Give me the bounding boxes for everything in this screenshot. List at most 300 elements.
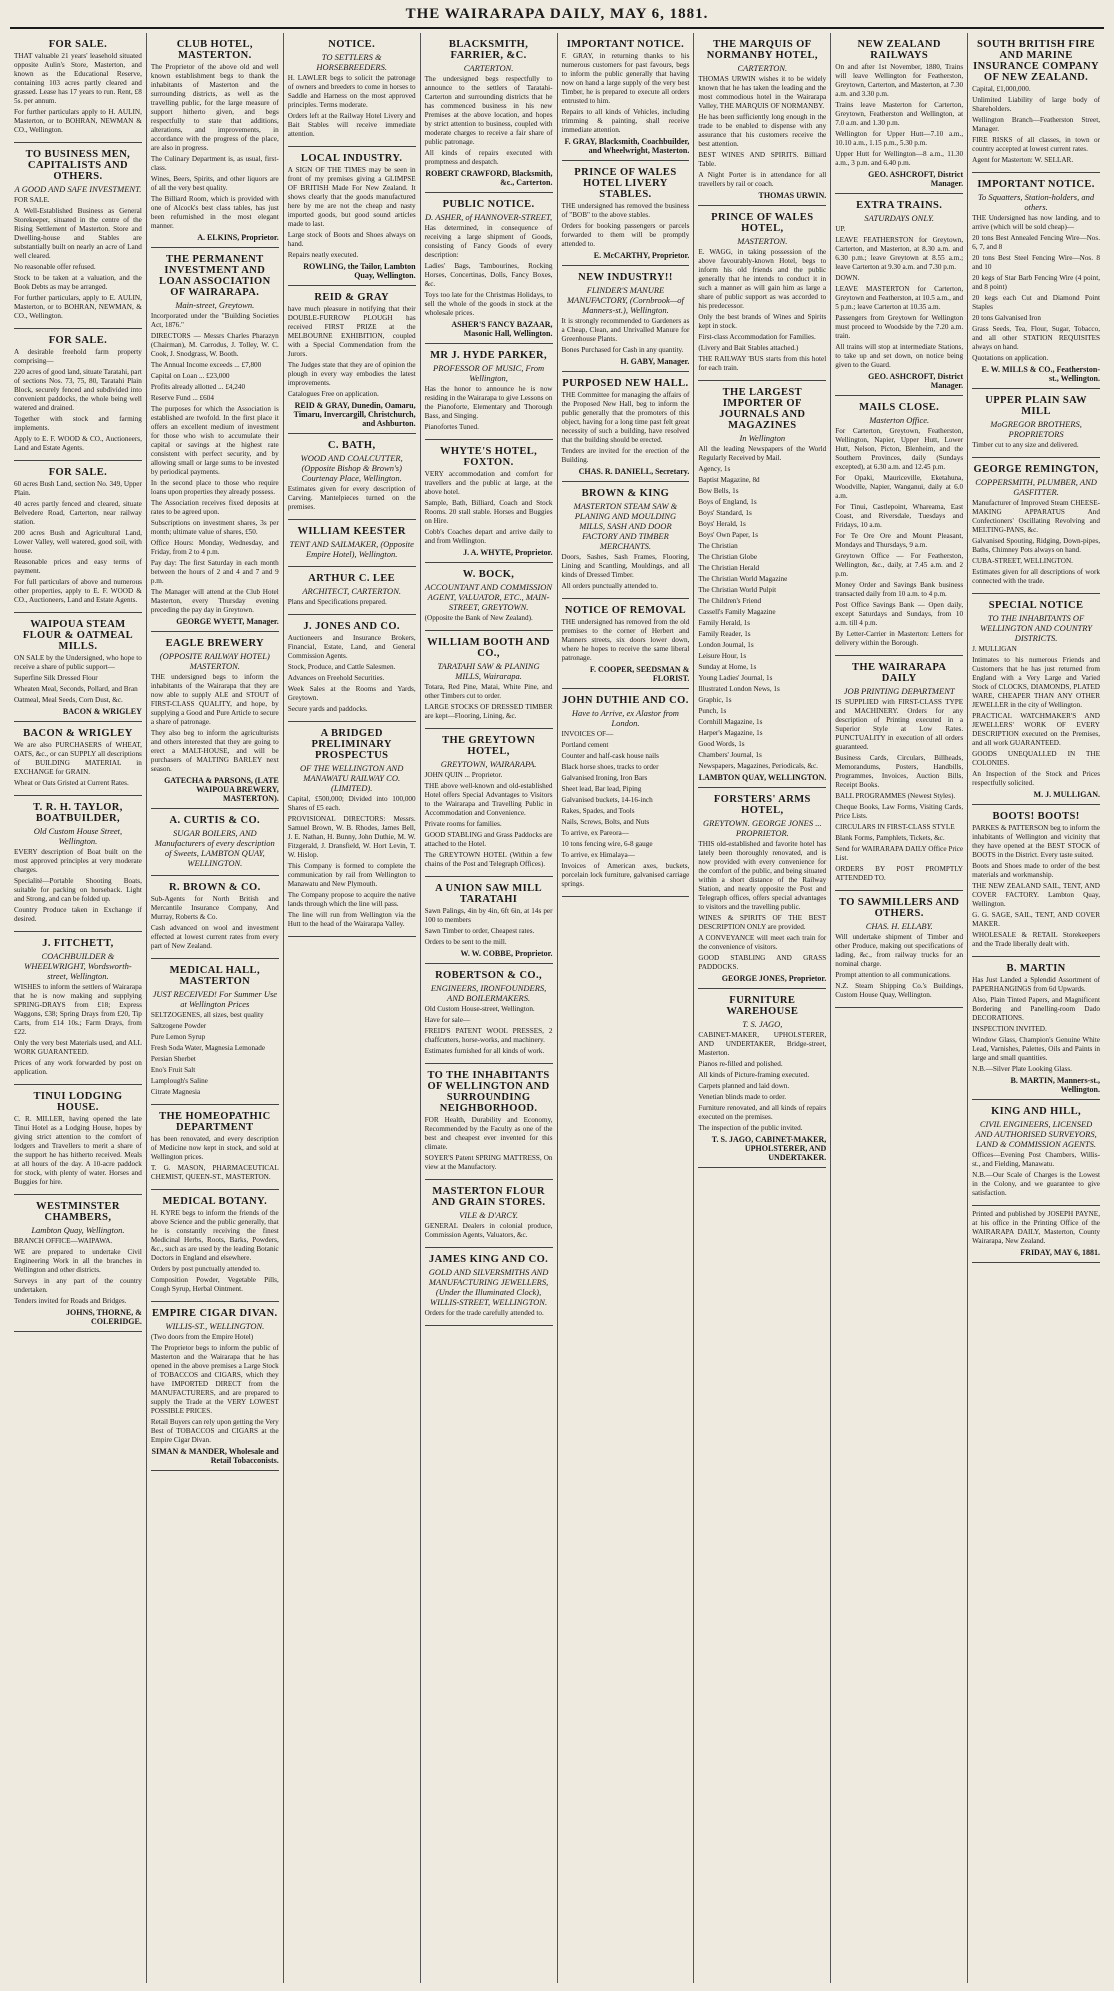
- ad-subtitle: MASTERTON STEAM SAW & PLANING AND MOULDING MILLS, SASH AND DOOR FACTORY AND TIMBER MERCHANTS.: [573, 501, 678, 551]
- ad-body-text: Illustrated London News, 1s: [698, 685, 780, 693]
- ad-body-text: Trains leave Masterton for Carterton, Greytown, Featherston and Wellington, at 7.0 a.m. and 1.30 p.m.: [835, 101, 964, 127]
- ad-subtitle: MASTERTON.: [737, 236, 788, 246]
- ad-subtitle: Have to Arrive, ex Alastor from London.: [571, 708, 679, 728]
- ad-body-text: 200 acres Bush and Agricultural Land, Lower Valley, well watered, good soil, with house.: [14, 529, 142, 555]
- ad-body-text: The undersigned begs respectfully to announce to the settlers of Taratahi-Carterton and surrounding districts that he has commenced business in his new Premises at the above location, and hopes by strict attention to business, coupled with moderate charges to receive a fair share of public patronage.: [424, 75, 553, 146]
- advertisement: [14, 613, 142, 722]
- ad-body-text: Sawn Timber to order, Cheapest rates.: [424, 927, 535, 935]
- column-1: [10, 33, 147, 1983]
- ad-title: T. R. H. TAYLOR, BOATBUILDER,: [33, 802, 123, 824]
- ad-body-text: The GREYTOWN HOTEL (Within a few chains of the Post and Telegraph Offices).: [424, 851, 553, 868]
- ad-body-text: Send for WAIRARAPA DAILY Office Price List.: [835, 845, 964, 862]
- ad-body-text: Also, Plain Tinted Papers, and Magnificent Bordering and Panelling-room Dado DECORATIONS.: [972, 996, 1100, 1022]
- ad-body-text: Saltzogene Powder: [150, 1022, 207, 1030]
- ad-subtitle: PROFESSOR OF MUSIC, From Wellington,: [433, 363, 545, 383]
- ad-subtitle: T. S. JAGO,: [742, 1019, 783, 1029]
- ad-body-text: Specialité—Portable Shooting Boats, suitable for packing on horseback. Light and Strong, and can be folded up.: [14, 877, 142, 903]
- ad-signature: GEORGE JONES, Proprietor.: [721, 974, 827, 983]
- ad-body-text: Counter and half-cask house nails: [561, 752, 659, 760]
- ad-title: EMPIRE CIGAR DIVAN.: [152, 1308, 278, 1319]
- ad-body-text: H. KYRE begs to inform the friends of the above Science and the public generally, that he is constantly receiving the finest Medicinal Herbs, Roots, Barks, Powders, &c., such as are used by the leading Botanic Doctors in England and elsewhere.: [150, 1209, 279, 1262]
- ad-body-text: Orders to be sent to the mill.: [424, 938, 507, 946]
- ad-subtitle: (OPPOSITE RAILWAY HOTEL) MASTERTON.: [159, 651, 270, 671]
- ad-body-text: Greytown Office — For Featherston, Wellington, &c., daily, at 7.45 a.m. and 2 p.m.: [835, 552, 964, 578]
- ad-body-text: Business Cards, Circulars, Billheads, Memorandums, Posters, Handbills, Programmes, Invoices, Auction Bills, Receipt Books.: [835, 754, 964, 789]
- advertisement: [972, 33, 1100, 173]
- ad-body-text: DOWN.: [835, 274, 860, 282]
- advertisement: [288, 147, 416, 286]
- ad-body-text: GENERAL Dealers in colonial produce, Commission Agents, Valuators, &c.: [424, 1222, 553, 1239]
- ad-body-text: All trains will stop at intermediate Stations, to take up and set down, on notice being given to the Guard.: [835, 343, 964, 369]
- advertisement: [425, 631, 553, 729]
- ad-subtitle: Main-street, Greytown.: [175, 300, 255, 310]
- ad-body-text: On and after 1st November, 1880, Trains will leave Wellington for Featherston, Greytown, Carterton, and Masterton, at 7.30 a.m. and 3.30 p.m.: [835, 63, 964, 98]
- ad-body-text: Galvanised Ironing, Iron Bars: [561, 774, 648, 782]
- ad-body-text: Have for sale—: [424, 1016, 471, 1024]
- ad-body-text: A Well-Established Business as General Storekeeper, situated in the centre of the Rising Settlement of Masterton. Store and Dwelling-house and Stables are substantially built on nearly an acre of Land well cleared.: [14, 207, 142, 260]
- ad-body-text: JOHN QUIN ... Proprietor.: [424, 771, 503, 779]
- ad-body-text: Ladies' Bags, Tambourines, Rocking Horses, Concertinas, Dolls, Fancy Boxes, &c.: [424, 262, 553, 288]
- ad-subtitle: FLINDER'S MANURE MANUFACTORY, (Cornbrook—of Manners-st.), Wellington.: [566, 285, 684, 315]
- ad-body-text: A Night Porter is in attendance for all travellers by rail or coach.: [698, 171, 827, 188]
- advertisement: [562, 689, 690, 897]
- ad-body-text: The Christian World Magazine: [698, 575, 788, 583]
- ad-signature: BACON & WRIGLEY: [62, 707, 142, 716]
- ad-title: ROBERTSON & CO.,: [435, 970, 543, 981]
- advertisement: [972, 173, 1100, 389]
- ad-body-text: INVOICES OF—: [561, 730, 614, 738]
- ad-body-text: Tenders invited for Roads and Bridges.: [14, 1297, 127, 1305]
- ad-body-text: Boys' Herald, 1s: [698, 520, 746, 528]
- ad-body-text: Old Custom House-street, Wellington.: [424, 1005, 535, 1013]
- ad-title: BOOTS! BOOTS!: [992, 811, 1080, 822]
- ad-body-text: Unlimited Liability of large body of Shareholders.: [972, 96, 1100, 113]
- ad-body-text: For Te Ore Ore and Mount Pleasant, Mondays and Thursdays, 9 a.m.: [835, 532, 964, 549]
- ad-title: GEORGE REMINGTON,: [973, 464, 1099, 475]
- ad-body-text: For full particulars of above and numerous other properties, apply to E. F. WOOD & CO., Auctioneers, Land and Estate Agents.: [14, 578, 142, 604]
- ad-body-text: Harper's Magazine, 1s: [698, 729, 763, 737]
- column-5: [558, 33, 695, 1983]
- advertisement: [151, 1190, 279, 1302]
- ad-title: ARTHUR C. LEE: [308, 573, 396, 584]
- ad-title: LOCAL INDUSTRY.: [300, 153, 403, 164]
- ad-body-text: Nails, Screws, Bolts, and Nuts: [561, 818, 650, 826]
- ad-subtitle: WOOD AND COALCUTTER, (Opposite Bishop & Brown's) Courtenay Place, Wellington.: [300, 453, 403, 483]
- advertisement: [562, 33, 690, 161]
- ad-subtitle: SATURDAYS ONLY.: [864, 213, 934, 223]
- ad-title: NEW INDUSTRY!!: [578, 272, 673, 283]
- ad-signature: THOMAS URWIN.: [758, 191, 827, 200]
- ad-title: NOTICE OF REMOVAL: [564, 605, 687, 616]
- ad-body-text: The line will run from Wellington via the Hutt to the head of the Wairarapa Valley.: [287, 911, 416, 928]
- advertisement: [14, 1085, 142, 1195]
- ad-title: EXTRA TRAINS.: [856, 200, 943, 211]
- ad-body-text: All orders punctually attended to.: [561, 582, 658, 590]
- ad-title: A. CURTIS & CO.: [169, 815, 261, 826]
- ad-body-text: Printed and published by JOSEPH PAYNE, at his office in the Printing Office of the WAIRARAPA DAILY, Masterton, County Wairarapa, New Zealand.: [972, 1210, 1100, 1245]
- ad-body-text: THE undersigned has removed from the old premises to the corner of Herbert and Manners streets, six doors lower down, where he hopes to receive the same liberal patronage.: [561, 618, 690, 662]
- ad-body-text: 20 tons Best Steel Fencing Wire—Nos. 8 and 10: [972, 254, 1100, 271]
- ad-body-text: Sawn Palings, 4in by 4in, 6ft 6in, at 14s per 100 to members: [424, 907, 553, 924]
- ad-title: THE WAIRARAPA DAILY: [852, 662, 947, 684]
- ad-subtitle: TO THE INHABITANTS OF WELLINGTON AND COUNTRY DISTRICTS.: [980, 613, 1093, 643]
- ad-body-text: Sample, Bath, Billiard, Coach and Stock Rooms. 20 stall stable. Horses and Buggies on Hire.: [424, 499, 553, 525]
- advertisement: [972, 458, 1100, 594]
- ad-title: J. FITCHETT,: [42, 938, 114, 949]
- ad-body-text: FREID'S PATENT WOOL PRESSES, 2 chaffcutters, horse-works, and machinery.: [424, 1027, 553, 1044]
- ad-title: WILLIAM BOOTH AND CO.,: [427, 637, 551, 659]
- ad-signature: FRIDAY, MAY 6, 1881.: [1020, 1248, 1100, 1257]
- ad-body-text: Black horse shoes, tracks to order: [561, 763, 659, 771]
- ad-body-text: Secure yards and paddocks.: [287, 705, 368, 713]
- ad-body-text: CIRCULARS IN FIRST-CLASS STYLE: [835, 823, 955, 831]
- advertisement: [151, 809, 279, 876]
- ad-body-text: Cornhill Magazine, 1s: [698, 718, 763, 726]
- advertisement: [14, 33, 142, 143]
- ad-signature: GEORGE WYETT, Manager.: [176, 617, 279, 626]
- ad-body-text: 20 tons Best Annealed Fencing Wire—Nos. 6, 7, and 8: [972, 234, 1100, 251]
- ad-body-text: 20 kegs each Cut and Diamond Point Staples: [972, 294, 1100, 311]
- ad-body-text: Country Produce taken in Exchange if desired.: [14, 906, 142, 923]
- ad-body-text: Pianofortes Tuned.: [424, 423, 479, 431]
- ad-body-text: Advances on Freehold Securities.: [287, 674, 385, 682]
- ad-body-text: FIRE RISKS of all classes, in town or country accepted at lowest current rates.: [972, 136, 1100, 153]
- ad-body-text: For further particulars, apply to E. AULIN, Masterton, or to BOHRAN, NEWMAN, & CO., Wellington.: [14, 294, 142, 320]
- ad-body-text: Blank Forms, Pamphlets, Tickets, &c.: [835, 834, 945, 842]
- ad-title: B. MARTIN: [1006, 963, 1066, 974]
- ad-body-text: WHOLESALE & RETAIL Storekeepers and the Trade liberally dealt with.: [972, 931, 1100, 948]
- ad-body-text: Chambers' Journal, 1s: [698, 751, 762, 759]
- ad-body-text: Only the very best Materials used, and ALL WORK GUARANTEED.: [14, 1039, 142, 1056]
- advertisement: [425, 729, 553, 877]
- ad-body-text: Superfine Silk Dressed Flour: [14, 674, 98, 682]
- advertisement: [14, 1195, 142, 1332]
- ad-body-text: Fresh Soda Water, Magnesia Lemonade: [150, 1044, 266, 1052]
- column-3: [284, 33, 421, 1983]
- ad-body-text: Sunday at Home, 1s: [698, 663, 757, 671]
- ad-body-text: Boys of England, 1s: [698, 498, 757, 506]
- ad-title: UPPER PLAIN SAW MILL: [985, 395, 1087, 417]
- ad-body-text: Cheque Books, Law Forms, Visiting Cards, Price Lists.: [835, 803, 964, 820]
- ad-title: FOR SALE.: [48, 467, 108, 478]
- ad-body-text: Young Ladies' Journal, 1s: [698, 674, 773, 682]
- ad-signature: E. McCARTHY, Proprietor.: [593, 251, 690, 260]
- ad-title: CLUB HOTEL, MASTERTON.: [176, 39, 253, 61]
- ad-body-text: Catalogues Free on application.: [287, 390, 379, 398]
- ad-signature: A. ELKINS, Proprietor.: [197, 233, 279, 242]
- ad-title: TO SAWMILLERS AND OTHERS.: [838, 897, 960, 919]
- ad-body-text: Family Herald, 1s: [698, 619, 751, 627]
- ad-body-text: LEAVE FEATHERSTON for Greytown, Carterton, and Masterton, at 8.30 a.m. and 6.30 p.m.; leave Greytown at 8.55 a.m.; leave Carterton at 9.30 a.m. and 7.30 p.m.: [835, 236, 964, 271]
- ad-body-text: Boots and Shoes made to order of the best materials and workmanship.: [972, 862, 1100, 879]
- ad-body-text: Reserve Fund ... £604: [150, 394, 214, 402]
- advertisement: [698, 206, 826, 381]
- advertisement: [972, 1206, 1100, 1263]
- ad-body-text: The Proprietor begs to inform the public of Masterton and the Wairarapa that he has opened in the above premises a Large Stock of TOBACCOS and CIGARS, which they have IMPORTED DIRECT from the MANUFACTURERS, and are prepared to supply the Trade at the VERY LOWEST POSSIBLE PRICES.: [150, 1344, 279, 1415]
- ad-title: FORSTERS' ARMS HOTEL,: [713, 794, 811, 816]
- ad-signature: F. GRAY, Blacksmith, Coachbuilder, and Wheelwright, Masterton.: [564, 137, 690, 155]
- ad-title: JAMES KING AND CO.: [428, 1254, 549, 1265]
- ad-subtitle: VILE & D'ARCY.: [459, 1210, 518, 1220]
- ad-body-text: 20 kegs of Star Barb Fencing Wire (4 point, and 8 point): [972, 274, 1100, 291]
- advertisement: [835, 396, 963, 656]
- ad-body-text: Doors, Sashes, Sash Frames, Flooring, Lining and Scantling, Mouldings, and all kinds of Dressed Timber.: [561, 553, 690, 579]
- ad-subtitle: CARTERTON.: [463, 63, 514, 73]
- ad-body-text: Invoices of American axes, buckets, porcelain lock furniture, galvanised carriage springs.: [561, 862, 690, 888]
- ad-subtitle: In Wellington: [739, 433, 786, 443]
- ad-subtitle: D. ASHER, of HANNOVER-STREET,: [424, 212, 553, 222]
- ad-body-text: Galvanised Spouting, Ridging, Down-pipes, Baths, Chimney Pots always on hand.: [972, 537, 1100, 554]
- advertisement: [14, 461, 142, 613]
- ad-signature: JOHNS, THORNE, & COLERIDGE.: [66, 1308, 142, 1326]
- advertisement: [288, 722, 416, 937]
- ad-body-text: Profits already allotted ... £4,240: [150, 383, 246, 391]
- ad-body-text: Family Reader, 1s: [698, 630, 751, 638]
- ad-body-text: GOOD STABLING AND GRASS PADDOCKS.: [698, 954, 827, 971]
- advertisement: [425, 1248, 553, 1326]
- ad-body-text: Venetian blinds made to order.: [698, 1093, 786, 1101]
- ad-body-text: For Tinui, Castlepoint, Whareama, East Coast, and Riversdale, Tuesdays and Fridays, 10 a.m.: [835, 503, 964, 529]
- ad-body-text: T. G. MASON, PHARMACEUTICAL CHEMIST, QUEEN-ST., MASTERTON.: [150, 1164, 279, 1181]
- ad-body-text: Week Sales at the Rooms and Yards, Greytown.: [287, 685, 416, 702]
- ad-body-text: Citrate Magnesia: [150, 1088, 201, 1096]
- ad-body-text: Offices—Evening Post Chambers, Willis-st., and Fielding, Manawatu.: [972, 1151, 1100, 1168]
- ad-body-text: Baptist Magazine, 8d: [698, 476, 760, 484]
- ad-body-text: Large stock of Boots and Shoes always on hand.: [287, 231, 416, 248]
- ad-subtitle: To Squatters, Station-holders, and others.: [978, 192, 1095, 212]
- ad-body-text: BALL PROGRAMMES (Newest Styles).: [835, 792, 956, 800]
- advertisement: [288, 520, 416, 567]
- ad-body-text: C. R. MILLER, having opened the late Tinui Hotel as a Lodging House, hopes by giving strict attention to the comfort of lodgers and Travellers to merit a share of the support he has hitherto received. Meals at all hours of the day. A 10-acre paddock for stock, with plenty of water. Horses and Buggies for hire.: [14, 1115, 142, 1186]
- ad-signature: F. COOPER, SEEDSMAN & FLORIST.: [589, 665, 690, 683]
- ad-title: IMPORTANT NOTICE.: [566, 39, 685, 50]
- advertisement: [698, 989, 826, 1168]
- ad-body-text: In the second place to those who require loans upon properties they already possess.: [150, 479, 279, 496]
- ad-body-text: The Christian Globe: [698, 553, 758, 561]
- ad-body-text: Bones Purchased for Cash in any quantity.: [561, 346, 684, 354]
- ad-body-text: GOODS UNEQUALLED IN THE COLONIES.: [972, 750, 1100, 767]
- ad-title: BACON & WRIGLEY: [23, 728, 133, 739]
- ad-body-text: Cobb's Coaches depart and arrive daily to and from Wellington.: [424, 528, 553, 545]
- ad-body-text: 40 acres partly fenced and cleared, situate Belvedere Road, Carterton, near railway station.: [14, 500, 142, 526]
- ad-body-text: To arrive, ex Pareora—: [561, 829, 629, 837]
- ad-signature: ROWLING, the Tailor, Lambton Quay, Wellington.: [303, 262, 416, 280]
- advertisement: [425, 1180, 553, 1248]
- ad-body-text: THE undersigned has removed the business of "BOB" to the above stables.: [561, 202, 690, 219]
- ad-body-text: LEAVE MASTERTON for Carterton, Greytown and Featherston, at 10.5 a.m., and 5 p.m.; leave Carterton at 10.35 a.m.: [835, 285, 964, 311]
- advertisement: [835, 891, 963, 1008]
- ad-body-text: Incorporated under the "Building Societies Act, 1876.": [150, 312, 279, 329]
- ad-body-text: The Association receives fixed deposits at rates to be agreed upon.: [150, 499, 279, 516]
- ad-body-text: THE NEW ZEALAND SAIL, TENT, AND COVER FACTORY. Lambton Quay, Wellington.: [972, 882, 1100, 908]
- ad-subtitle: GREYTOWN, WAIRARAPA.: [440, 759, 537, 769]
- ad-signature: T. S. JAGO, CABINET-MAKER, UPHOLSTERER, AND UNDERTAKER.: [711, 1135, 827, 1162]
- ad-body-text: First-class Accommodation for Families.: [698, 333, 816, 341]
- ad-body-text: Lamplough's Saline: [150, 1077, 208, 1085]
- ad-subtitle: MoGREGOR BROTHERS, PROPRIETORS: [990, 419, 1082, 439]
- ad-signature: LAMBTON QUAY, WELLINGTON.: [698, 773, 827, 782]
- ad-title: BROWN & KING: [581, 488, 670, 499]
- ad-subtitle: GREYTOWN. GEORGE JONES ... PROPRIETOR.: [703, 818, 822, 838]
- advertisement: [425, 563, 553, 631]
- ad-body-text: Persian Sherbet: [150, 1055, 196, 1063]
- ad-title: TO BUSINESS MEN, CAPITALISTS AND OTHERS.: [25, 149, 131, 182]
- ad-signature: GATECHA & PARSONS, (LATE WAIPOUA BREWERY, MASTERTON).: [164, 776, 279, 803]
- ad-subtitle: ARCHITECT, CARTERTON.: [302, 586, 401, 596]
- ad-body-text: Sheet lead, Bar lead, Piping: [561, 785, 642, 793]
- ad-body-text: N.B.—Silver Plate Looking Glass.: [972, 1065, 1072, 1073]
- ad-body-text: Galvanised buckets, 14-16-inch: [561, 796, 653, 804]
- ad-subtitle: JUST RECEIVED! For Summer Use at Wellington Prices: [152, 989, 278, 1009]
- ad-body-text: Capital on Loan ... £23,000: [150, 372, 230, 380]
- advertisement: [835, 194, 963, 396]
- ad-body-text: Private rooms for families.: [424, 820, 502, 828]
- ad-body-text: Stock to be taken at a valuation, and the Book Debts as may be arranged.: [14, 274, 142, 291]
- ad-body-text: 10 tons fencing wire, 6-8 gauge: [561, 840, 653, 848]
- ad-title: THE GREYTOWN HOTEL,: [442, 735, 536, 757]
- ad-body-text: Estimates given for every description of Carving. Mantelpieces turned on the premises.: [287, 485, 416, 511]
- ad-body-text: Agency, 1s: [698, 465, 731, 473]
- ad-body-text: Graphic, 1s: [698, 696, 732, 704]
- ad-body-text: E. WAGG, in taking possession of the above favourably-known Hotel, begs to inform his old friends and the public generally that he intends to conduct it in such a manner as will gain him as large a share of public support as was accorded to his predecessor.: [698, 248, 827, 310]
- ad-body-text: N.Z. Steam Shipping Co.'s Buildings, Custom House Quay, Wellington.: [835, 982, 964, 999]
- ad-body-text: Toys too late for the Christmas Holidays, to sell the whole of the goods in stock at the wholesale prices.: [424, 291, 553, 317]
- ad-signature: J. A. WHYTE, Proprietor.: [463, 548, 553, 557]
- ad-signature: GEO. ASHCROFT, District Manager.: [868, 372, 964, 390]
- ad-body-text: For Opaki, Mauriceville, Eketahuna, Woodville, Napier, Wanganui, daily at 6.0 a.m.: [835, 474, 964, 500]
- ad-body-text: Carpets planned and laid down.: [698, 1082, 790, 1090]
- ad-title: A BRIDGED PRELIMINARY PROSPECTUS: [311, 728, 392, 761]
- ad-body-text: Prompt attention to all communications.: [835, 971, 951, 979]
- ad-title: MR J. HYDE PARKER,: [430, 350, 548, 361]
- ad-body-text: Window Glass, Champion's Genuine White Lead, Varnishes, Palettes, Oils and Paints in large and small quantities.: [972, 1036, 1100, 1062]
- ad-body-text: Wellington Branch—Featherston Street, Manager.: [972, 116, 1100, 133]
- ad-body-text: By Letter-Carrier in Masterton: Letters for delivery within the Borough.: [835, 630, 964, 647]
- ad-body-text: An Inspection of the Stock and Prices respectfully solicited.: [972, 770, 1100, 787]
- ad-body-text: Punch, 1s: [698, 707, 727, 715]
- ad-body-text: THAT valuable 21 years' leasehold situated opposite Aulin's Store, Masterton, and known as the Educational Reserve, containing 103 acres partly cleared and grassed. Lease has 17 years to run. Rent, £8 5s. per annum.: [14, 52, 142, 105]
- ad-body-text: The purposes for which the Association is established are twofold. In the first place it offers an excellent medium of investment for those who wish to accumulate their capital or savings at the highest rate consistent with perfect security, and by allowing small or large sums to be invested by periodical payments.: [150, 405, 279, 476]
- ad-body-text: Reasonable prices and easy terms of payment.: [14, 558, 142, 575]
- advertisement: [425, 877, 553, 964]
- ad-body-text: Furniture renovated, and all kinds of repairs executed on the premises.: [698, 1104, 827, 1121]
- ad-body-text: Orders for the trade carefully attended to.: [424, 1309, 544, 1317]
- ad-title: SOUTH BRITISH FIRE AND MARINE INSURANCE COMPANY OF NEW ZEALAND.: [973, 39, 1100, 83]
- ad-body-text: Orders left at the Railway Hotel Livery and Bait Stables will receive immediate attention.: [287, 112, 416, 138]
- ad-body-text: Boys' Own Paper, 1s: [698, 531, 759, 539]
- ad-title: WHYTE'S HOTEL, FOXTON.: [439, 446, 538, 468]
- ad-body-text: PARKES & PATTERSON beg to inform the inhabitants of Wellington and vicinity that they have opened at the BEST STOCK of BOOTS in the District. Every taste suited.: [972, 824, 1100, 859]
- ad-body-text: Repairs neatly executed.: [287, 251, 359, 259]
- ad-title: PUBLIC NOTICE.: [442, 199, 535, 210]
- ad-title: R. BROWN & CO.: [168, 882, 261, 893]
- ad-body-text: VERY accommodation and comfort for travellers and the public at large, at the above hotel.: [424, 470, 553, 496]
- ad-body-text: Will undertake shipment of Timber and other Produce, making out specifications of lading, &c., from railway trucks for an nominal charge.: [835, 933, 964, 968]
- ad-body-text: Passengers from Greytown for Wellington must proceed to Woodside by the 7.20 a.m. train.: [835, 314, 964, 340]
- ad-body-text: H. LAWLER begs to solicit the patronage of owners and breeders to come in horses to Saddle and Harness on the most approved principles. Terms moderate.: [287, 74, 416, 109]
- ad-body-text: Agent for Masterton: W. SELLAR.: [972, 156, 1074, 164]
- ad-body-text: Apply to E. F. WOOD & CO., Auctioneers, Land and Estate Agents.: [14, 435, 142, 452]
- ad-body-text: Surveys in any part of the country undertaken.: [14, 1277, 142, 1294]
- ad-body-text: WINES & SPIRITS OF THE BEST DESCRIPTION ONLY are provided.: [698, 914, 827, 931]
- ad-title: EAGLE BREWERY: [165, 638, 265, 649]
- ad-body-text: Estimates furnished for all kinds of work.: [424, 1047, 545, 1055]
- advertisement: [14, 796, 142, 932]
- ad-body-text: GOOD STABLING and Grass Paddocks are attached to the Hotel.: [424, 831, 553, 848]
- ad-body-text: Portland cement: [561, 741, 609, 749]
- ad-body-text: Pianos re-filled and polished.: [698, 1060, 783, 1068]
- advertisement: [562, 372, 690, 482]
- ad-title: THE PERMANENT INVESTMENT AND LOAN ASSOCIATION OF WAIRARAPA.: [159, 254, 271, 298]
- ad-body-text: WE are prepared to undertake Civil Engineering Work in all the branches in Wellington and other districts.: [14, 1248, 142, 1274]
- advertisement: [425, 33, 553, 193]
- ad-subtitle: Lambton Quay, Wellington.: [31, 1225, 125, 1235]
- ad-body-text: Capital, £1,000,000.: [972, 85, 1031, 93]
- ad-title: THE LARGEST IMPORTER OF JOURNALS AND MAGAZINES: [719, 387, 806, 431]
- ad-body-text: The Manager will attend at the Club Hotel Masterton, every Thursday evening preceding the pay day in Greytown.: [150, 588, 279, 614]
- ad-body-text: G. G. SAGE, SAIL, TENT, AND COVER MAKER.: [972, 911, 1100, 928]
- ad-body-text: Wheat or Oats Gristed at Current Rates.: [14, 779, 129, 787]
- advertisement: [151, 1302, 279, 1471]
- ad-title: THE MARQUIS OF NORMANBY HOTEL,: [706, 39, 818, 61]
- ad-body-text: Upper Hutt for Wellington—8 a.m., 11.30 a.m., 3 p.m. and 6.40 p.m.: [835, 150, 964, 167]
- ad-signature: SIMAN & MANDER, Wholesale and Retail Tobacconists.: [151, 1447, 279, 1465]
- masthead-title: THE WAIRARAPA DAILY, MAY 6, 1881.: [10, 6, 1104, 29]
- ad-body-text: WISHES to inform the settlers of Wairarapa that he is now making and supplying SPRING-DRAYS from £18; Express Waggons, £38; Spring Drays from £20, Tip Carts, from £14 10s.; Farm Drays, from £22.: [14, 983, 142, 1036]
- ad-body-text: Manufacturer of Improved Steam CHEESE-MAKING APPARATUS And Confectioners' Oscillating Revolving and MELTING-PANS, &c.: [972, 499, 1100, 534]
- ad-body-text: Newspapers, Magazines, Periodicals, &c.: [698, 762, 818, 770]
- advertisement: [288, 434, 416, 520]
- ad-body-text: BRANCH OFFICE—WAIPAWA.: [14, 1237, 113, 1245]
- ad-body-text: has been renovated, and every description of Medicine now kept in stock, and sold at Wellington prices.: [150, 1135, 279, 1161]
- ad-body-text: INSPECTION INVITED.: [972, 1025, 1047, 1033]
- ad-body-text: All kinds of Picture-framing executed.: [698, 1071, 810, 1079]
- ad-subtitle: TARATAHI SAW & PLANING MILLS, Wairarapa.: [437, 661, 540, 681]
- ad-body-text: Bow Bells, 1s: [698, 487, 739, 495]
- ad-body-text: Intimates to his numerous Friends and Customers that he has just returned from England with a Very Large and Varied Stock of CLOCKS, DIAMONDS, PLATED WARE, CHEAPER THAN ANY OTHER JEWELLER in the city of Wellington.: [972, 656, 1100, 709]
- ad-body-text: The Children's Friend: [698, 597, 762, 605]
- ad-body-text: Orders by post punctually attended to.: [150, 1265, 261, 1273]
- ad-body-text: Wines, Beers, Spirits, and other liquors are of all the very best quality.: [150, 175, 279, 192]
- ad-body-text: The Judges state that they are of opinion the plough in every way embodies the latest improvements.: [287, 361, 416, 387]
- ad-body-text: Pay day: The first Saturday in each month between the hours of 2 and 4 and 7 and 9 p.m.: [150, 559, 279, 585]
- advertisement: [151, 959, 279, 1105]
- column-2: [147, 33, 284, 1983]
- ad-title: PURPOSED NEW HALL.: [562, 378, 689, 389]
- ad-body-text: F. GRAY, in returning thanks to his numerous customers for past favours, begs to inform the public generally that having now on hand a large supply of the very best Timber, he is prepared to execute all orders entrusted to him.: [561, 52, 690, 105]
- ad-title: FOR SALE.: [48, 335, 108, 346]
- ad-body-text: Good Words, 1s: [698, 740, 745, 748]
- ad-body-text: The Proprietor of the above old and well known establishment begs to thank the inhabitants of Masterton and the surrounding districts, as well as the travelling public, for the large measure of support hitherto given, and begs respectfully to state that additions, alterations, and improvements, in accordance with the progress of the place, are also in progress.: [150, 63, 279, 152]
- columns-container: [10, 33, 1104, 1983]
- ad-body-text: Orders for booking passengers or parcels forwarded to them will be promptly attended to.: [561, 222, 690, 248]
- ad-body-text: Only the best brands of Wines and Spirits kept in stock.: [698, 313, 827, 330]
- ad-subtitle: COACHBUILDER & WHEELWRIGHT, Wordsworth-street, Wellington.: [24, 951, 132, 981]
- ad-body-text: Has determined, in consequence of receiving a large shipment of Goods, consisting of Fancy Goods of every description:: [424, 224, 553, 259]
- ad-body-text: To arrive, ex Himalaya—: [561, 851, 635, 859]
- ad-body-text: The inspection of the public invited.: [698, 1124, 803, 1132]
- ad-title: SPECIAL NOTICE: [988, 600, 1084, 611]
- ad-body-text: Rakes, Spades, and Tools: [561, 807, 635, 815]
- ad-body-text: Cassell's Family Magazine: [698, 608, 776, 616]
- advertisement: [14, 932, 142, 1085]
- advertisement: [562, 266, 690, 372]
- ad-body-text: THOMAS URWIN wishes it to be widely known that he has taken the leading and the most commodious hotel in the Wairarapa Valley, THE MARQUIS OF NORMANBY.: [698, 75, 827, 110]
- advertisement: [425, 193, 553, 344]
- ad-body-text: Sub-Agents for North British and Mercantile Insurance Company, And Murray, Roberts & Co.: [150, 895, 279, 921]
- ad-body-text: The Annual Income exceeds ... £7,800: [150, 361, 262, 369]
- advertisement: [425, 440, 553, 563]
